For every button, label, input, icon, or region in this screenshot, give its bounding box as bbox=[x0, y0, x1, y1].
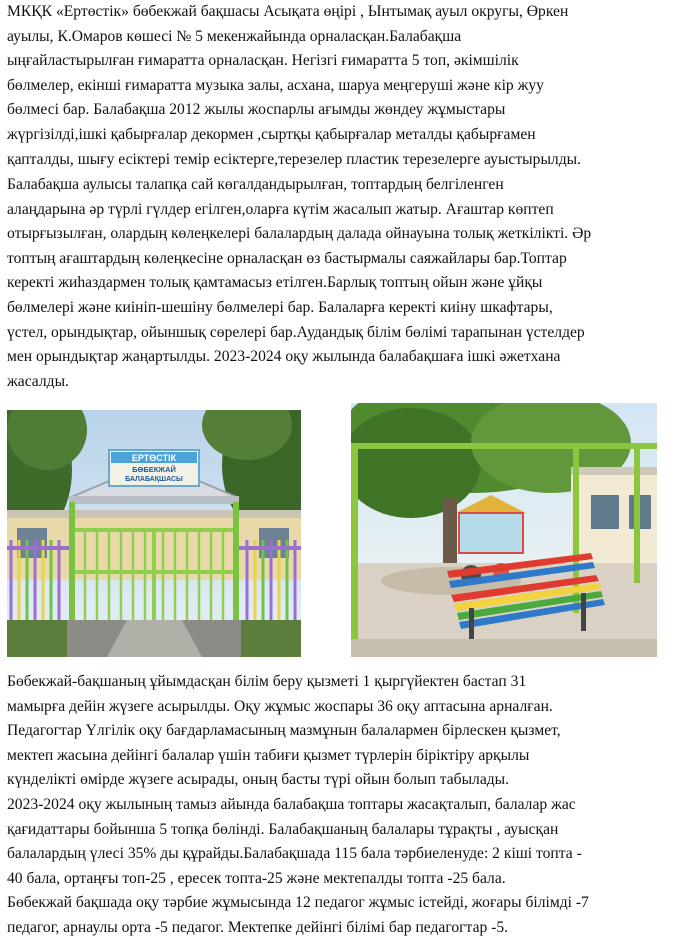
text-line: бөлмелері және киініп-шешіну бөлмелері бар. Балаларға керекті киіну шкафтары, bbox=[7, 298, 553, 316]
paragraph-yard bbox=[7, 173, 691, 394]
paragraph-education bbox=[7, 670, 691, 941]
text-line: Бөбекжай бақшада оқу тәрбие жұмысында 12 педагог жұмыс істейді, жоғары білімді -7 bbox=[7, 894, 589, 912]
text-line: 40 бала, ортаңғы топ-25 , ересек топта-25 және мектепалды топта -25 бала. bbox=[7, 869, 506, 887]
text-line: мектеп жасына дейінгі балалар үшін табиғи қызмет түрлерін біріктіру арқылы bbox=[7, 746, 530, 764]
sign-text-line3: БАЛАБАҚШАСЫ bbox=[125, 476, 183, 483]
text-line: жасалды. bbox=[7, 372, 69, 390]
text-line: үстел, орындықтар, ойыншық сөрелері бар.Аудандық білім бөлімі тарапынан үстелдер bbox=[7, 323, 585, 341]
text-line: мамырға дейін жүзеге асырылды. Оқу жұмыс жоспары 36 оқу аптасына арналған. bbox=[7, 697, 553, 715]
text-line: педагог, арнаулы орта -5 педагог. Мектепке дейінгі білімі бар педагогтар -5. bbox=[7, 918, 509, 936]
text-line: жүргізілді,ішкі қабырғалар декормен ,сыртқы қабырғалар металды қабырғамен bbox=[7, 125, 536, 143]
text-line: ауылы, К.Омаров көшесі № 5 мекенжайында орналасқан.Балабақша bbox=[7, 27, 462, 45]
paragraph-intro bbox=[7, 0, 691, 172]
playground-illustration bbox=[351, 403, 657, 657]
text-line: Бөбекжай-бақшаның ұйымдасқан білім беру қызметі 1 қыргүйектен бастап 31 bbox=[7, 673, 527, 690]
text-line: 2023-2024 оқу жылының тамыз айында балабақша топтары жасақталып, балалар жас bbox=[7, 795, 576, 813]
text-line: бөлмелер, екінші ғимаратта музыка залы, асхана, шаруа меңгеруші және кір жуу bbox=[7, 76, 544, 94]
text-line: керекті жиһаздармен толық қамтамасыз етілген.Барлық топтың ойын және ұйқы bbox=[7, 274, 543, 292]
text-line: бөлмесі бар. Балабақша 2012 жылы жоспарлы ағымды жөндеу жұмыстары bbox=[7, 101, 506, 119]
text-line: қағидаттары бойынша 5 топқа бөлінді. Балабақшаның балалары тұрақты , ауысқан bbox=[7, 820, 559, 838]
text-line: балалардың үлесі 35% ды құрайды.Балабақшада 115 бала тәрбиеленуде: 2 кіші топта - bbox=[7, 845, 582, 863]
sign-text-line2: БӨБЕКЖАЙ bbox=[132, 465, 176, 474]
photo-playground-bench bbox=[351, 403, 657, 657]
text-line: Балабақша аулысы талапқа сай көгалдандырылған, топтардың белгіленген bbox=[7, 176, 504, 193]
sign-text-line1: ЕРТӨСТІК bbox=[131, 453, 177, 463]
text-line: МКҚК «Ертөстік» бөбекжай бақшасы Асықата өңірі , Ынтымақ ауыл округы, Өркен bbox=[7, 3, 569, 20]
text-line: қапталды, шығу есіктері темір есіктерге,терезелер пластик терезелерге ауыстырылды. bbox=[7, 150, 582, 168]
photo-entrance-gate bbox=[7, 410, 301, 657]
text-line: күнделікті өмірде жүзеге асырады, оның басты түрі ойын болып табылады. bbox=[7, 771, 510, 789]
text-line: топтың ағаштардың көлеңкесіне орналасқан өз бастырмалы саяжайлары бар.Топтар bbox=[7, 249, 567, 267]
text-line: алаңдарына әр түрлі гүлдер егілген,оларға күтім жасалып жатыр. Ағаштар көптеп bbox=[7, 200, 554, 218]
text-line: ыңғайластырылған ғимаратта орналасқан. Негізгі ғимаратта 5 топ, әкімшілік bbox=[7, 52, 519, 70]
entrance-gate-illustration bbox=[7, 410, 301, 657]
text-line: Педагогтар Үлгілік оқу бағдарламасының мазмұнын балалармен бірлескен қызмет, bbox=[7, 722, 561, 740]
text-line: мен орындықтар жаңартылды. 2023-2024 оқу жылында балабақшаға ішкі әжетхана bbox=[7, 348, 561, 366]
text-line: отырғызылған, олардың көлеңкелері балалардың далада ойнауына толық жеткілікті. Әр bbox=[7, 225, 592, 243]
